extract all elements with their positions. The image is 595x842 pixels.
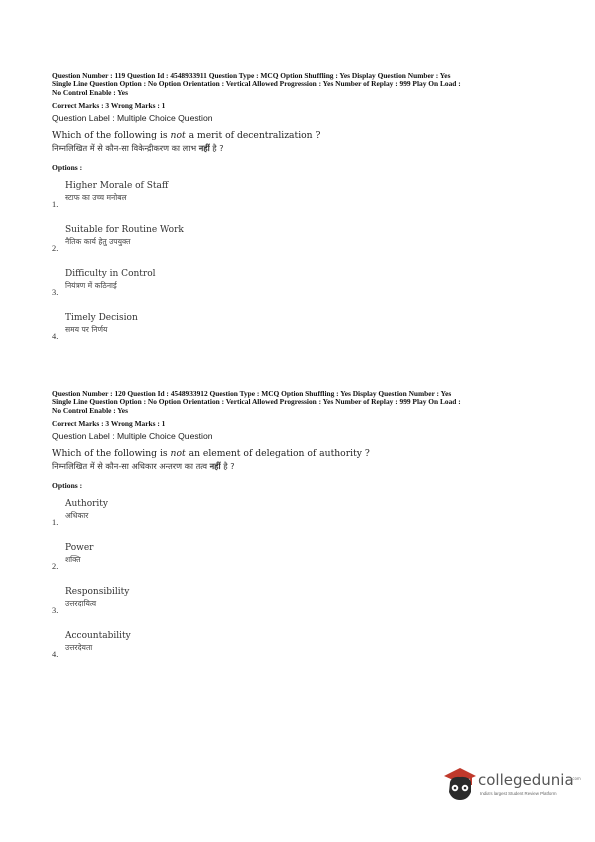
logo-suffix: .com [571,776,581,781]
option-2[interactable] [52,543,552,572]
options-title: Options : [52,163,83,173]
option-2[interactable] [52,225,552,254]
question-meta: Question Number : 119 Question Id : 4548933911 Question Type : MCQ Option Shuffling : Yes Display Question Number : Yes Single Line Question Option : No Option Orientation : Vertical Allowed Progression : Yes Number of Replay : 999 Play On Load : No Control Enable : Yes [52,71,461,97]
question-text-hi: निम्नलिखित में से कौन-सा अधिकार अन्तरण का तत्व नहीं है ? [52,461,235,472]
question-text-en: Which of the following is not an element of delegation of authority ? [52,448,370,460]
option-4[interactable] [52,631,552,660]
emphasis-not: not [170,448,186,460]
option-text-en: Authority [65,499,109,510]
option-text-hi: अधिकार [65,511,89,521]
option-text-en: Responsibility [65,587,130,598]
question-block-120 [52,389,552,660]
option-text-en: Timely Decision [65,313,138,324]
question-block-119 [52,71,552,342]
emphasis-nahin: नहीं [198,143,210,154]
option-number: 4. [52,332,59,342]
option-text-en: Suitable for Routine Work [65,225,184,236]
option-number: 2. [52,562,59,572]
option-text-hi: उत्तरदेयता [65,643,93,653]
question-text-hi: निम्नलिखित में से कौन-सा विकेन्द्रीकरण का लाभ नहीं है ? [52,143,224,154]
option-1[interactable] [52,181,552,210]
question-marks: Correct Marks : 3 Wrong Marks : 1 [52,101,166,111]
option-number: 2. [52,244,59,254]
option-text-en: Power [65,543,94,554]
option-text-en: Accountability [65,631,131,642]
question-meta: Question Number : 120 Question Id : 4548933912 Question Type : MCQ Option Shuffling : Yes Display Question Number : Yes Single Line Question Option : No Option Orientation : Vertical Allowed Progression : Yes Number of Replay : 999 Play On Load : No Control Enable : Yes [52,389,461,415]
option-text-hi: नियंत्रण में कठिनाई [65,281,117,291]
option-text-hi: उत्तरदायित्व [65,599,97,609]
option-number: 1. [52,200,59,210]
option-3[interactable] [52,587,552,616]
option-number: 3. [52,606,59,616]
option-text-en: Difficulty in Control [65,269,156,280]
option-number: 3. [52,288,59,298]
options-title: Options : [52,481,83,491]
question-text-en: Which of the following is not a merit of decentralization ? [52,130,321,142]
option-number: 4. [52,650,59,660]
logo-tagline: India's largest Student Review Platform [480,791,557,796]
option-number: 1. [52,518,59,528]
question-marks: Correct Marks : 3 Wrong Marks : 1 [52,419,166,429]
logo-name: collegedunia [478,771,574,789]
option-text-en: Higher Morale of Staff [65,181,169,192]
emphasis-not: not [170,130,186,142]
option-4[interactable] [52,313,552,342]
option-text-hi: समय पर निर्णय [65,325,108,335]
option-text-hi: नैतिक कार्य हेतु उपयुक्त [65,237,131,247]
option-3[interactable] [52,269,552,298]
question-label: Question Label : Multiple Choice Question [52,113,213,124]
graduate-mascot-icon [442,764,478,804]
emphasis-nahin: नहीं [209,461,221,472]
option-1[interactable] [52,499,552,528]
collegedunia-logo[interactable] [442,764,582,804]
question-label: Question Label : Multiple Choice Question [52,431,213,442]
option-text-hi: शक्ति [65,555,81,565]
option-text-hi: स्टाफ का उच्च मनोबल [65,193,127,203]
